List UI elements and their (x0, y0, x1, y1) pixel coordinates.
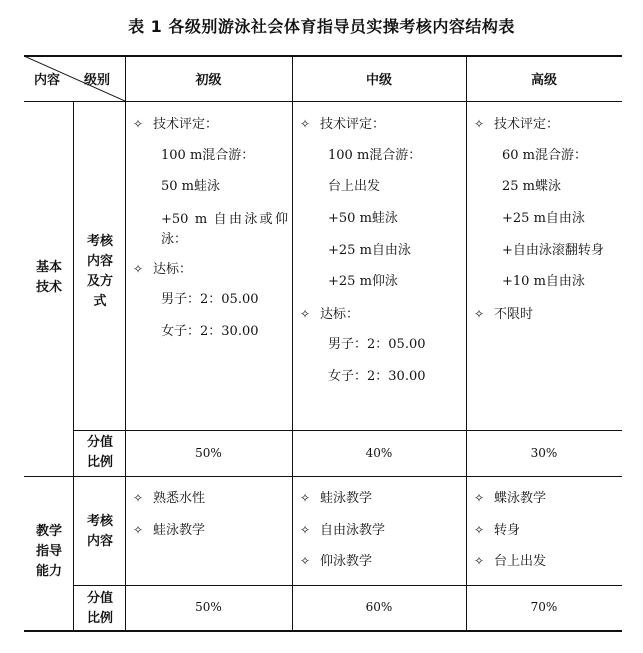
content-item: +10 m自由泳 (502, 274, 585, 289)
content-item: 台上出发 (328, 179, 381, 194)
level-header-intermediate: 中级 (365, 73, 392, 88)
diamond-bullet-icon: ✧ (300, 491, 311, 505)
content-item: 100 m混合游： (328, 148, 422, 163)
ratio-teaching-primary: 50% (195, 600, 222, 614)
ratio-basic-primary: 50% (195, 446, 222, 460)
content-item: +自由泳滚翻转身 (502, 243, 604, 258)
ratio-teaching-intermediate: 60% (365, 600, 393, 614)
content-item: 仰泳教学 (320, 554, 373, 569)
content-item: 转身 (494, 523, 521, 538)
content-item: 蝶泳教学 (494, 491, 547, 506)
content-item: +50 m 自由泳或仰泳： (161, 212, 288, 247)
content-item: 60 m混合游： (502, 148, 588, 163)
content-item: 男子：2：05.00 (328, 337, 426, 352)
diamond-bullet-icon: ✧ (133, 262, 144, 276)
content-item: 男子：2：05.00 (161, 292, 259, 307)
diamond-bullet-icon: ✧ (474, 307, 485, 321)
diamond-bullet-icon: ✧ (474, 117, 485, 131)
diamond-bullet-icon: ✧ (133, 523, 144, 537)
content-item: 技术评定： (320, 117, 386, 132)
content-item: 女子：2：30.00 (328, 369, 426, 384)
content-item: 50 m蛙泳 (161, 179, 221, 194)
ratio-basic-intermediate: 40% (365, 446, 393, 460)
section-basic-skill-sublabel: 考核内容及方式 (86, 234, 113, 309)
content-item: 熟悉水性 (153, 491, 206, 506)
level-header-primary: 初级 (195, 73, 222, 88)
content-item: 达标： (320, 307, 360, 322)
content-item: 女子：2：30.00 (161, 324, 259, 339)
content-item: 台上出发 (494, 554, 547, 569)
diamond-bullet-icon: ✧ (474, 554, 485, 568)
corner-label-content: 内容 (34, 73, 61, 88)
diamond-bullet-icon: ✧ (300, 523, 311, 537)
content-item: +25 m自由泳 (328, 243, 411, 258)
sublabel-col-rule (125, 56, 126, 630)
label-col-rule (73, 102, 74, 630)
content-item: +25 m自由泳 (502, 211, 585, 226)
corner-label-level: 级别 (84, 73, 111, 88)
section-teaching-sublabel: 考核内容 (86, 514, 113, 549)
ratio2-top-rule (73, 585, 622, 586)
diamond-bullet-icon: ✧ (300, 554, 311, 568)
level1-col-rule (292, 56, 293, 630)
diamond-bullet-icon: ✧ (474, 523, 485, 537)
content-item: 蛙泳教学 (153, 523, 206, 538)
table-title: 表 1 各级别游泳社会体育指导员实操考核内容结构表 (128, 17, 515, 36)
ratio1-top-rule (73, 430, 622, 431)
diamond-bullet-icon: ✧ (133, 117, 144, 131)
section-basic-skill-ratio-label: 分值比例 (86, 435, 113, 470)
content-item: 达标： (153, 262, 193, 277)
content-item: 自由泳教学 (320, 523, 386, 538)
content-item: 技术评定： (494, 117, 560, 132)
diamond-bullet-icon: ✧ (133, 491, 144, 505)
content-item: +25 m仰泳 (328, 274, 398, 289)
content-item: 技术评定： (153, 117, 219, 132)
content-item: 25 m蝶泳 (502, 179, 562, 194)
level2-col-rule (466, 56, 467, 630)
section-teaching-label: 教学指导能力 (35, 524, 62, 579)
section-divider-rule (24, 476, 622, 477)
bottom-rule (24, 630, 622, 632)
diamond-bullet-icon: ✧ (474, 491, 485, 505)
content-item: 100 m混合游： (161, 148, 255, 163)
diamond-bullet-icon: ✧ (300, 307, 311, 321)
diamond-bullet-icon: ✧ (300, 117, 311, 131)
header-bottom-rule (24, 101, 622, 102)
ratio-teaching-advanced: 70% (530, 600, 558, 614)
level-header-advanced: 高级 (530, 73, 557, 88)
section-teaching-ratio-label: 分值比例 (86, 591, 113, 626)
content-item: +50 m蛙泳 (328, 211, 398, 226)
section-basic-skill-label: 基本技术 (35, 260, 62, 295)
content-item: 不限时 (494, 307, 534, 322)
content-item: 蛙泳教学 (320, 491, 373, 506)
ratio-basic-advanced: 30% (530, 446, 558, 460)
